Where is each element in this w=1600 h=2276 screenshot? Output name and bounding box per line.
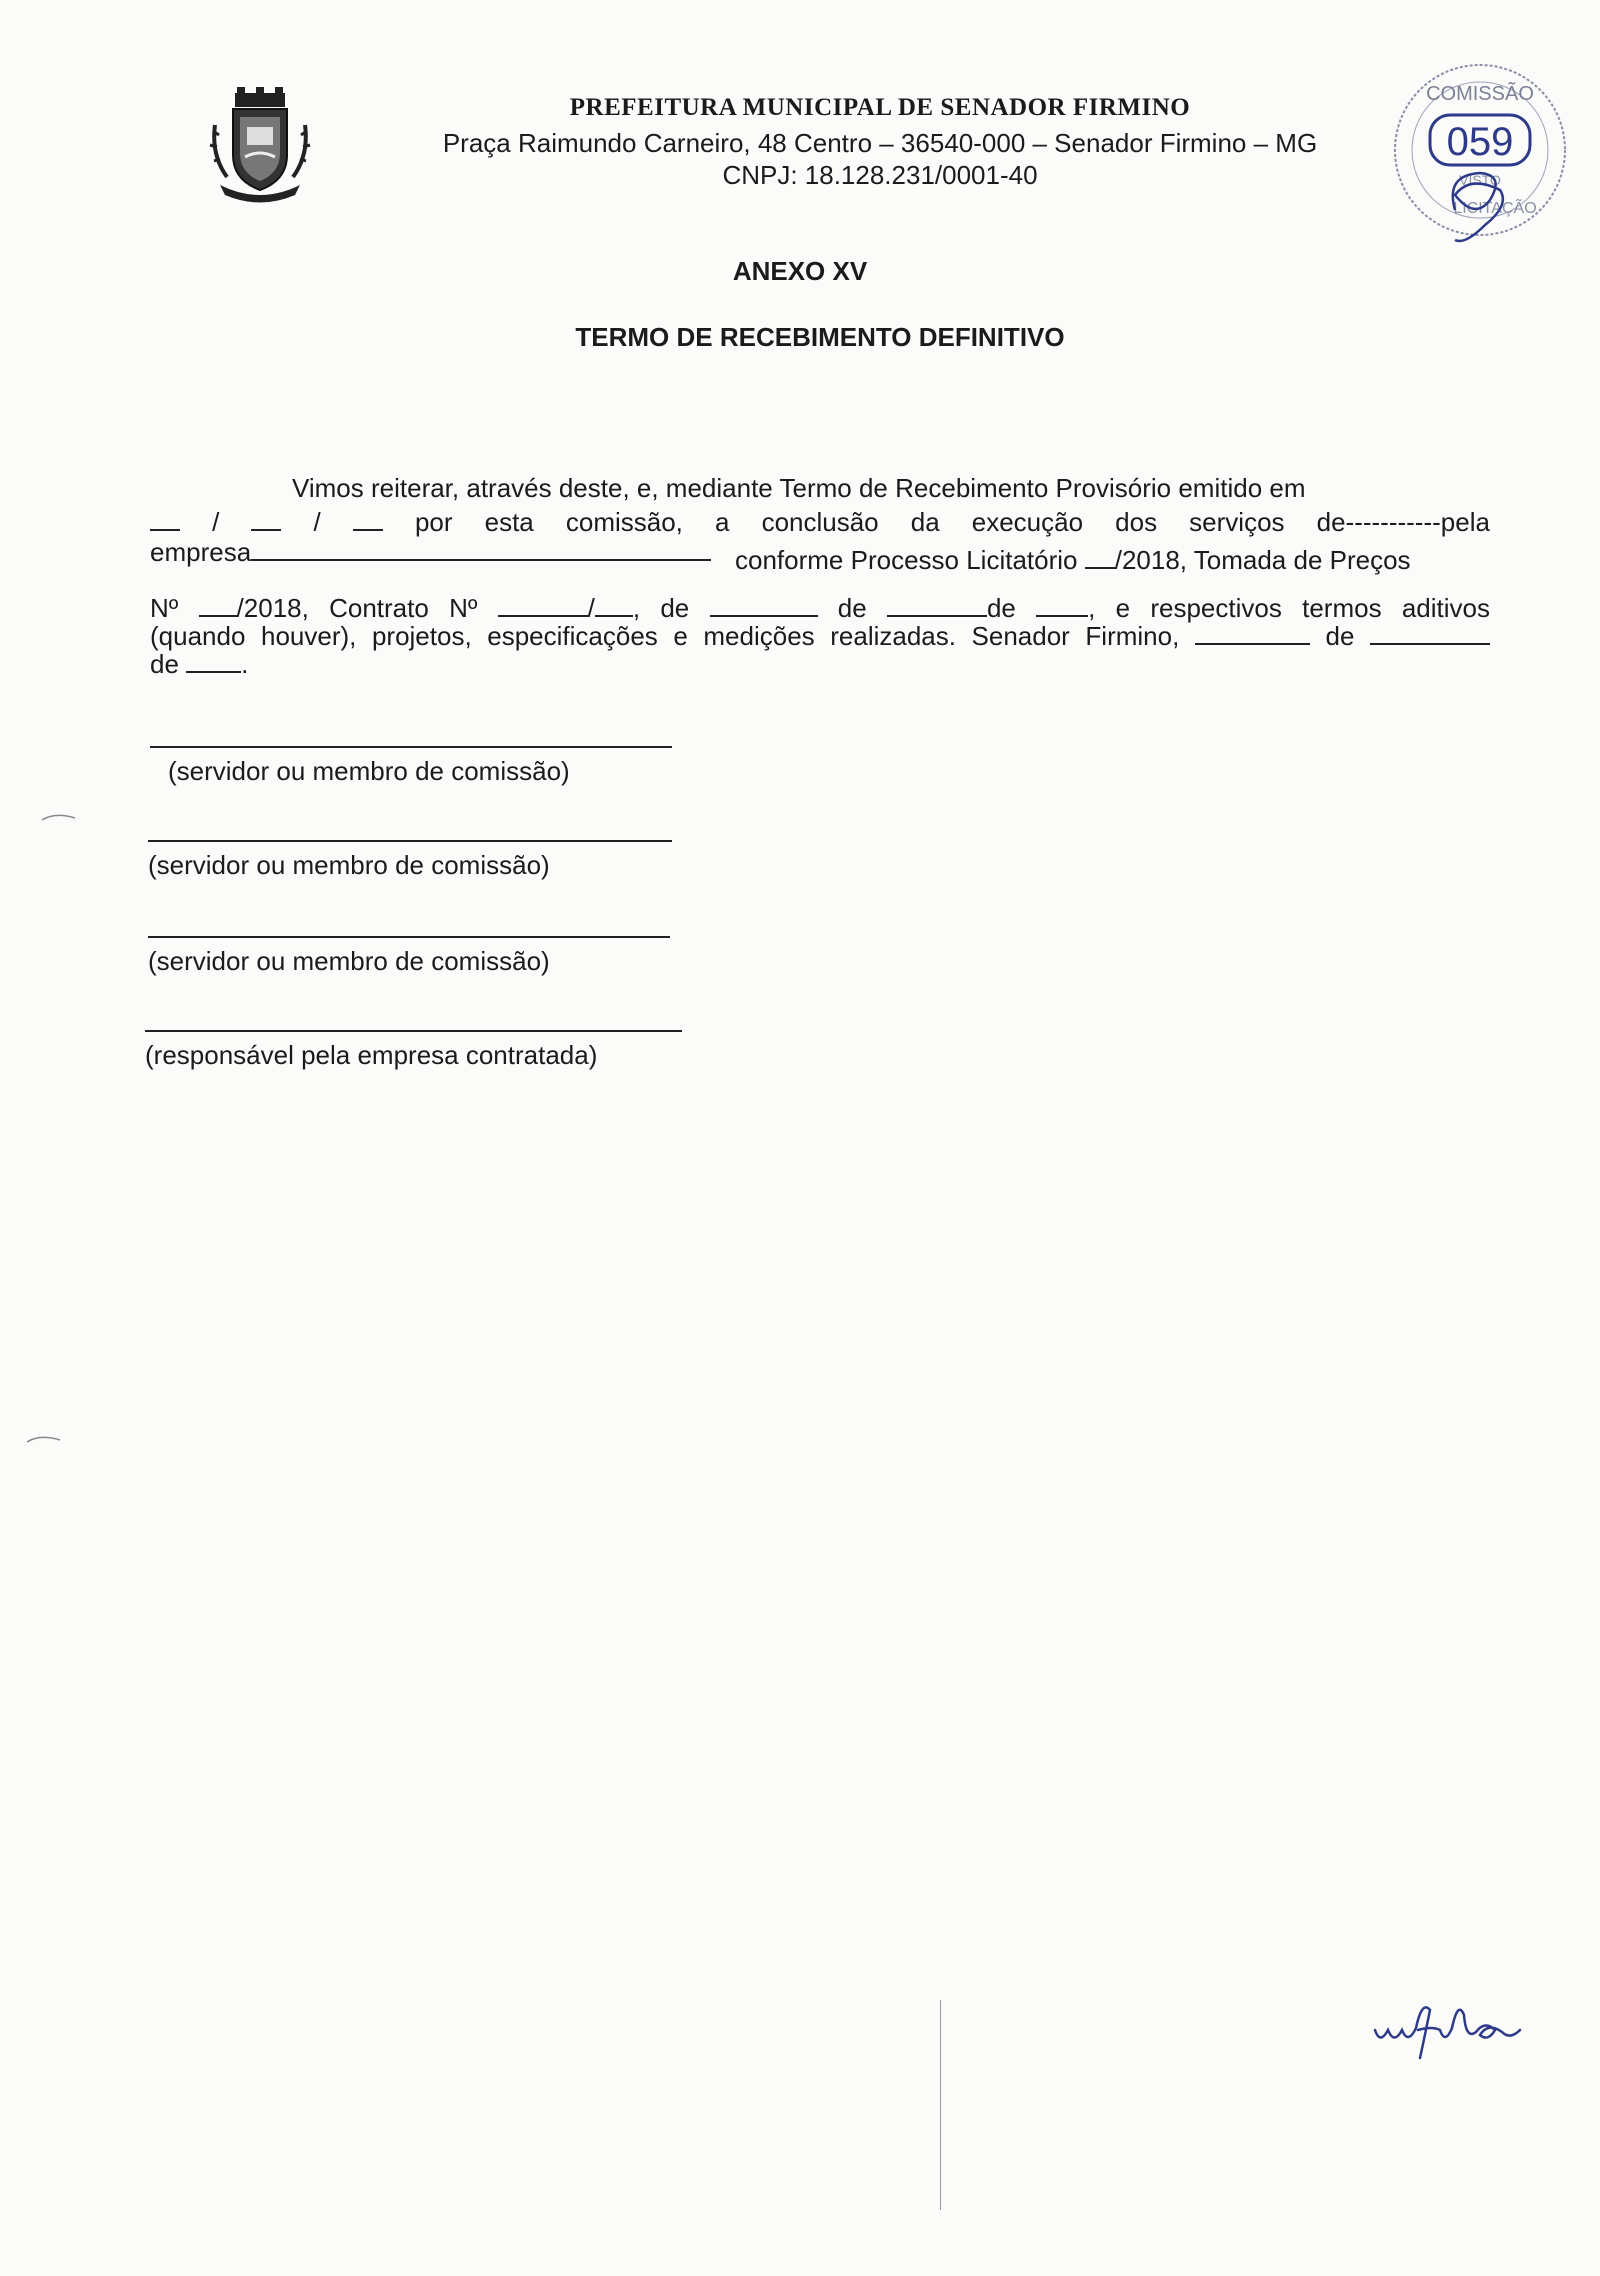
commission-stamp: [1385, 55, 1575, 255]
signature-label: (servidor ou membro de comissão): [148, 850, 550, 880]
signature-line: [148, 840, 672, 842]
header-title: PREFEITURA MUNICIPAL DE SENADOR FIRMINO: [569, 94, 1191, 121]
signature-line: [150, 746, 672, 748]
annex-number: ANEXO XV: [732, 256, 868, 286]
signature-block-1: [150, 746, 672, 787]
body-line-2: / / por esta comissão, a conclusão da execução dos serviços de-----------pela: [150, 508, 1490, 536]
signature-block-4: [145, 1030, 682, 1071]
header-cnpj: CNPJ: 18.128.231/0001-40: [722, 160, 1038, 190]
stamp-number: 059: [1446, 120, 1514, 164]
fold-line: [940, 2000, 941, 2210]
signature-line: [148, 936, 670, 938]
stamp-bottom-text: LICITAÇÃO: [1453, 200, 1537, 217]
body-line-5: Nº /2018, Contrato Nº / , de de de , e respectivos termos aditivos: [150, 593, 1490, 623]
body-line-6: (quando houver), projetos, especificações e medições realizadas. Senador Firmino, de: [150, 622, 1490, 650]
body-line-1: Vimos reiterar, através deste, e, mediante Termo de Recebimento Provisório emitido em: [292, 473, 1306, 503]
signature-block-2: [148, 840, 672, 881]
body-line-4: conforme Processo Licitatório /2018, Tomada de Preços: [735, 545, 1411, 575]
stamp-mid-text: VISTO: [1459, 172, 1501, 188]
margin-mark-icon: [40, 810, 80, 826]
handwritten-initials-icon: [1370, 1990, 1550, 2060]
header-address: Praça Raimundo Carneiro, 48 Centro – 36540-000 – Senador Firmino – MG: [442, 128, 1318, 158]
signature-line: [145, 1030, 682, 1032]
body-line-3: empresa: [150, 538, 1490, 566]
signature-label: (responsável pela empresa contratada): [145, 1040, 598, 1070]
body-line-7: de .: [150, 649, 249, 679]
stamp-top-text: COMISSÃO: [1426, 83, 1534, 105]
margin-mark-icon: [25, 1432, 65, 1448]
signature-label: (servidor ou membro de comissão): [168, 756, 570, 786]
municipal-crest-icon: [205, 85, 315, 205]
signature-label: (servidor ou membro de comissão): [148, 946, 550, 976]
signature-block-3: [148, 936, 670, 977]
document-title: TERMO DE RECEBIMENTO DEFINITIVO: [575, 322, 1065, 352]
